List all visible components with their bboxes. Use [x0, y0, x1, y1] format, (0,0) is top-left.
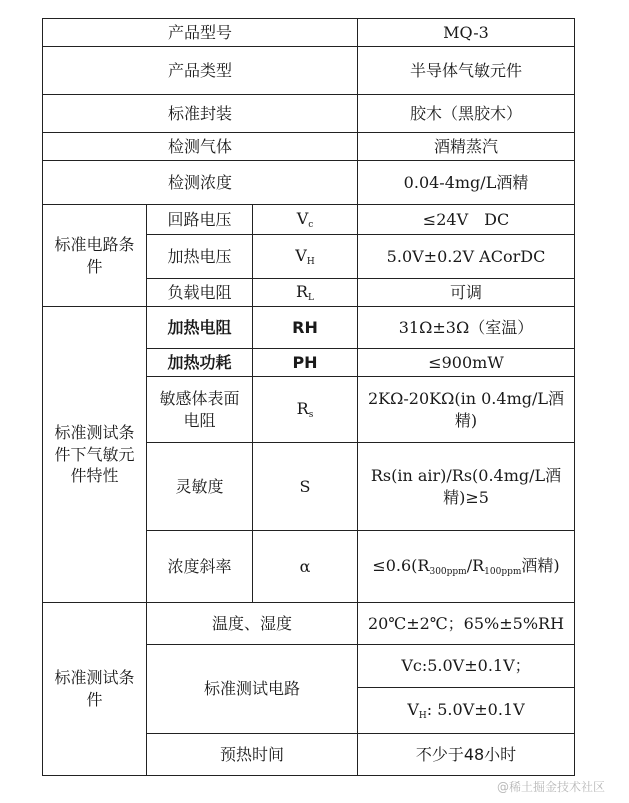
heater-voltage-value: 5.0V±0.2V ACorDC: [358, 235, 575, 279]
loop-voltage-value: ≤24V DC: [358, 205, 575, 235]
model-label: 产品型号: [43, 19, 358, 47]
preheat-label: 预热时间: [147, 734, 358, 776]
temp-humidity-value: 20℃±2℃；65%±5%RH: [358, 603, 575, 645]
test-conditions-group-label: 标准测试条件: [43, 603, 147, 776]
heater-resistance-value: 31Ω±3Ω（室温）: [358, 307, 575, 349]
test-circuit-label: 标准测试电路: [147, 645, 358, 734]
temp-humidity-label: 温度、湿度: [147, 603, 358, 645]
table-row: [43, 307, 575, 349]
spec-table: [42, 18, 575, 776]
slope-value: $\le 0.6(R_{300ppm}/R_{100ppm}$酒精): [358, 531, 575, 603]
table-row: [43, 133, 575, 161]
table-row: [43, 205, 575, 235]
surface-resistance-label: 敏感体表面电阻: [147, 377, 253, 443]
model-value: MQ-3: [358, 19, 575, 47]
package-label: 标准封装: [43, 95, 358, 133]
type-value: 半导体气敏元件: [358, 47, 575, 95]
preheat-value: 不少于48小时: [358, 734, 575, 776]
loop-voltage-label: 回路电压: [147, 205, 253, 235]
heater-power-value: ≤900mW: [358, 349, 575, 377]
sensitivity-value: Rs(in air)/Rs(0.4mg/L酒精)≥5: [358, 443, 575, 531]
surface-resistance-symbol: $R_s$: [253, 377, 358, 443]
load-resistance-label: 负载电阻: [147, 279, 253, 307]
table-row: [43, 47, 575, 95]
test-circuit-vc-value: Vc:5.0V±0.1V；: [358, 645, 575, 688]
table-row: [43, 19, 575, 47]
gas-value: 酒精蒸汽: [358, 133, 575, 161]
sensitivity-symbol: S: [253, 443, 358, 531]
heater-resistance-symbol: RH: [253, 307, 358, 349]
concentration-label: 检测浓度: [43, 161, 358, 205]
table-row: [43, 603, 575, 645]
slope-label: 浓度斜率: [147, 531, 253, 603]
heater-voltage-label: 加热电压: [147, 235, 253, 279]
package-value: 胶木（黑胶木）: [358, 95, 575, 133]
heater-voltage-symbol: $V_H$: [253, 235, 358, 279]
surface-resistance-value: 2KΩ-20KΩ(in 0.4mg/L酒精): [358, 377, 575, 443]
load-resistance-value: 可调: [358, 279, 575, 307]
table-row: [43, 95, 575, 133]
table-row: [43, 161, 575, 205]
load-resistance-symbol: $R_L$: [253, 279, 358, 307]
concentration-value: 0.04-4mg/L酒精: [358, 161, 575, 205]
heater-power-symbol: PH: [253, 349, 358, 377]
characteristics-group-label: 标准测试条件下气敏元件特性: [43, 307, 147, 603]
slope-symbol: α: [253, 531, 358, 603]
heater-power-label: 加热功耗: [147, 349, 253, 377]
sensitivity-label: 灵敏度: [147, 443, 253, 531]
heater-resistance-label: 加热电阻: [147, 307, 253, 349]
type-label: 产品类型: [43, 47, 358, 95]
gas-label: 检测气体: [43, 133, 358, 161]
loop-voltage-symbol: $V_c$: [253, 205, 358, 235]
watermark: @稀土掘金技术社区: [496, 780, 605, 794]
circuit-group-label: 标准电路条件: [43, 205, 147, 307]
test-circuit-vh-value: $V_H$: 5.0V±0.1V: [358, 688, 575, 734]
